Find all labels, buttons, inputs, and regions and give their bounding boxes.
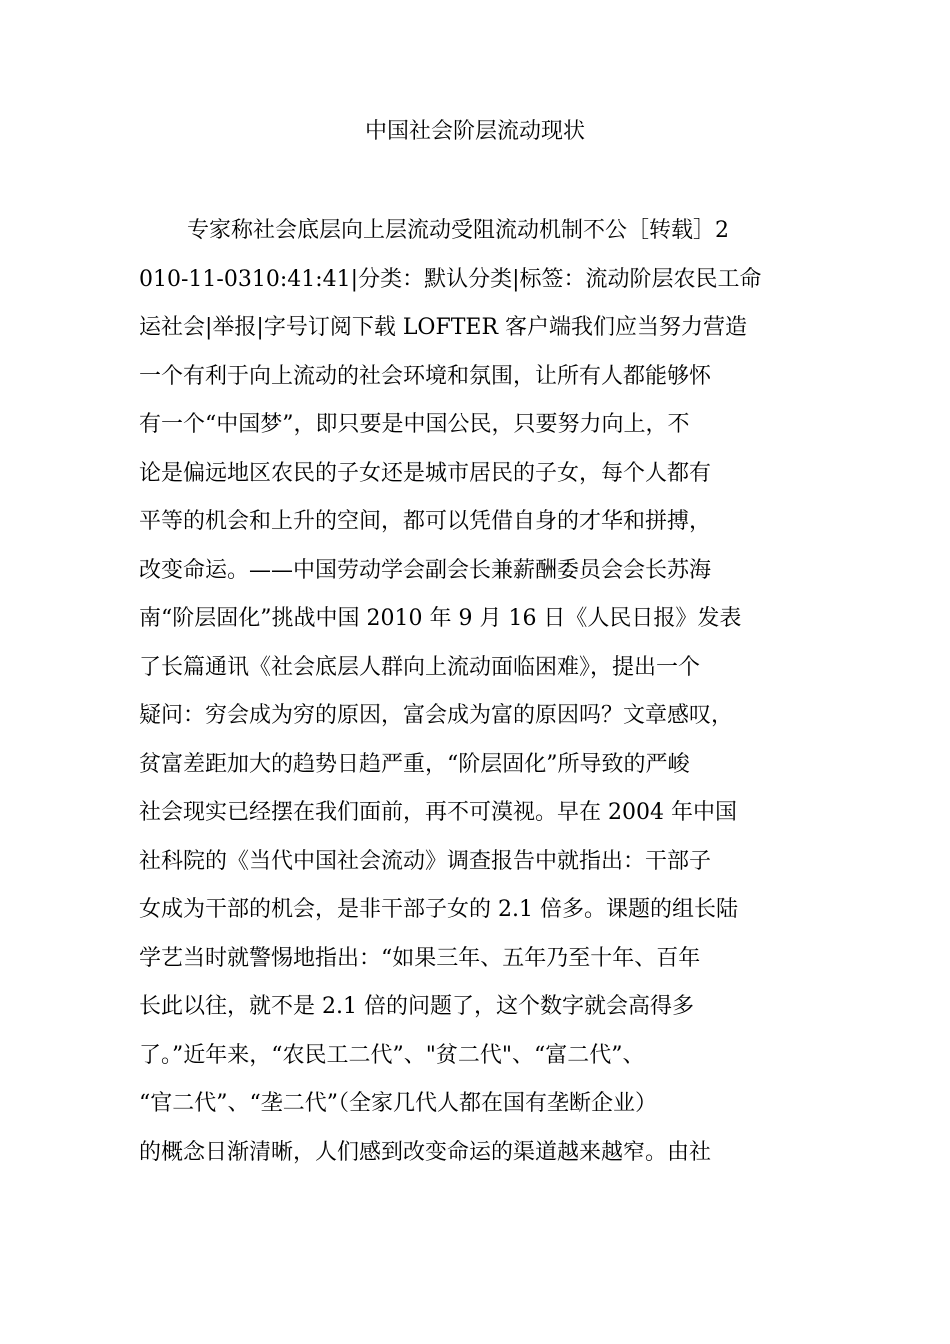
body-line: 运社会|举报|字号订阅下载 LOFTER 客户端我们应当努力营造 [139, 315, 748, 340]
body-line: 女成为干部的机会，是非干部子女的 2.1 倍多。课题的组长陆 [139, 897, 738, 922]
body-line: “官二代”、“垄二代”（全家几代人都在国有垄断企业） [139, 1091, 657, 1116]
body-line: 长此以往，就不是 2.1 倍的问题了，这个数字就会高得多 [139, 994, 694, 1019]
body-line: 贫富差距加大的趋势日趋严重，“阶层固化”所导致的严峻 [139, 751, 690, 777]
body-line: 专家称社会底层向上层流动受阻流动机制不公［转载］2 [187, 218, 729, 243]
body-line: 一个有利于向上流动的社会环境和氛围，让所有人都能够怀 [139, 363, 712, 389]
body-line: 了。”近年来，“农民工二代”、"贫二代"、“富二代”、 [139, 1042, 645, 1068]
body-line: 南“阶层固化”挑战中国 2010 年 9 月 16 日《人民日报》发表 [139, 606, 742, 631]
body-line: 疑问：穷会成为穷的原因，富会成为富的原因吗？文章感叹， [139, 703, 734, 728]
body-line: 学艺当时就警惕地指出：“如果三年、五年乃至十年、百年 [139, 945, 701, 971]
body-line: 有一个“中国梦”，即只要是中国公民，只要努力向上，不 [139, 412, 690, 437]
document-title: 中国社会阶层流动现状 [364, 119, 585, 144]
body-line: 了长篇通讯《社会底层人群向上流动面临困难》，提出一个 [139, 654, 701, 680]
body-line: 平等的机会和上升的空间，都可以凭借自身的才华和拼搏， [139, 509, 712, 534]
body-line: 的概念日渐清晰，人们感到改变命运的渠道越来越窄。由社 [139, 1139, 712, 1165]
body-line: 社会现实已经摆在我们面前，再不可漠视。早在 2004 年中国 [139, 800, 737, 825]
body-line: 改变命运。——中国劳动学会副会长兼薪酬委员会会长苏海 [139, 557, 712, 583]
body-line: 社科院的《当代中国社会流动》调查报告中就指出：干部子 [139, 848, 712, 874]
body-line: 010-11-0310:41:41|分类：默认分类|标签：流动阶层农民工命 [139, 266, 762, 292]
document-body [139, 207, 829, 1177]
body-line: 论是偏远地区农民的子女还是城市居民的子女，每个人都有 [139, 460, 712, 486]
